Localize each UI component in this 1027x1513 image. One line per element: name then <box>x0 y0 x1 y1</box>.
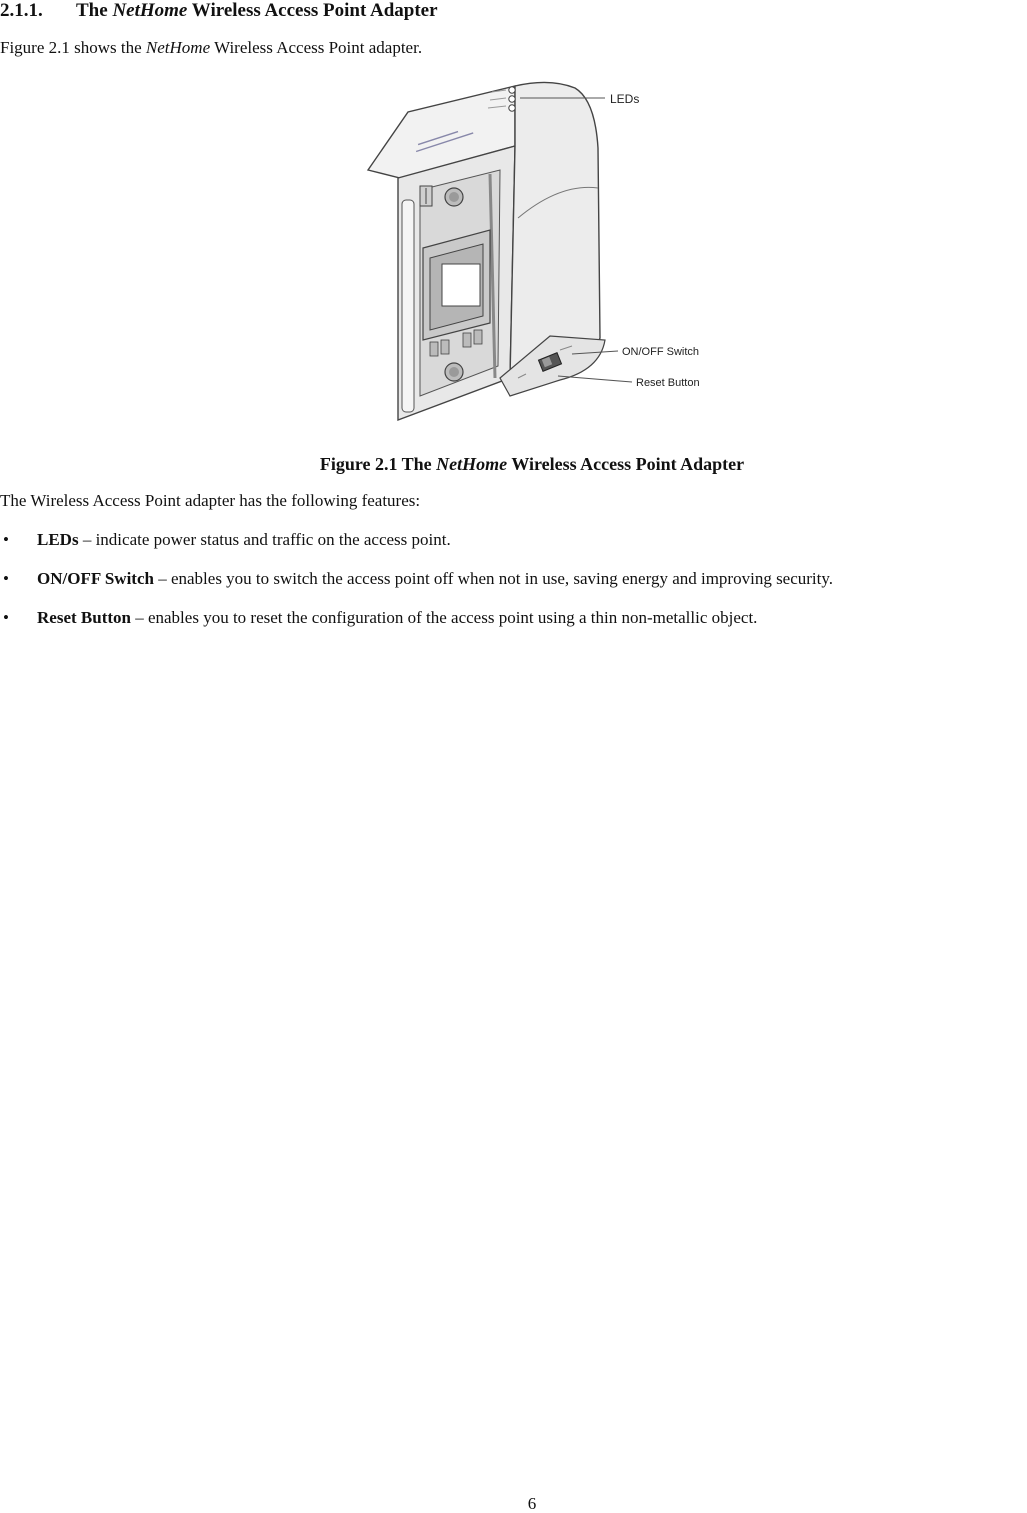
caption-prefix: Figure 2.1 The <box>319 454 432 474</box>
adapter-illustration <box>350 78 720 440</box>
feature-list <box>0 530 833 647</box>
feature-description: – enables you to switch the access point off when not in use, saving energy and improving security. <box>153 569 834 588</box>
intro-paragraph <box>0 38 422 58</box>
section-title-rest: Wireless Access Point Adapter <box>191 0 438 21</box>
adapter-figure <box>350 78 720 440</box>
bullet-marker: • <box>3 608 9 627</box>
caption-brand: NetHome <box>436 454 508 474</box>
callout-leds: LEDs <box>610 92 640 106</box>
feature-description: – indicate power status and traffic on the access point. <box>78 530 451 549</box>
section-title-brand: NetHome <box>112 0 188 21</box>
feature-term: Reset Button <box>37 608 131 627</box>
bullet-marker: • <box>3 569 9 588</box>
feature-term: LEDs <box>37 530 79 549</box>
features-intro: The Wireless Access Point adapter has the following features: <box>0 491 421 510</box>
intro-before: Figure 2.1 shows the <box>0 38 142 57</box>
callout-onoff-switch: ON/OFF Switch <box>622 346 700 358</box>
feature-item-reset-button <box>0 608 833 647</box>
section-number: 2.1.1. <box>0 0 43 21</box>
intro-brand: NetHome <box>145 38 211 57</box>
bullet-marker: • <box>3 530 9 549</box>
caption-rest: Wireless Access Point Adapter <box>511 454 745 474</box>
feature-item-leds <box>0 530 833 569</box>
section-title-prefix: The <box>76 0 108 21</box>
page-number: 6 <box>527 1494 537 1513</box>
intro-after: Wireless Access Point adapter. <box>214 38 423 57</box>
callout-reset-button: Reset Button <box>636 377 700 389</box>
feature-term: ON/OFF Switch <box>37 569 154 588</box>
feature-description: – enables you to reset the configuration of the access point using a thin non-metallic object. <box>130 608 758 627</box>
feature-item-onoff-switch <box>0 569 833 608</box>
section-heading <box>0 0 438 22</box>
figure-caption <box>0 453 1027 475</box>
